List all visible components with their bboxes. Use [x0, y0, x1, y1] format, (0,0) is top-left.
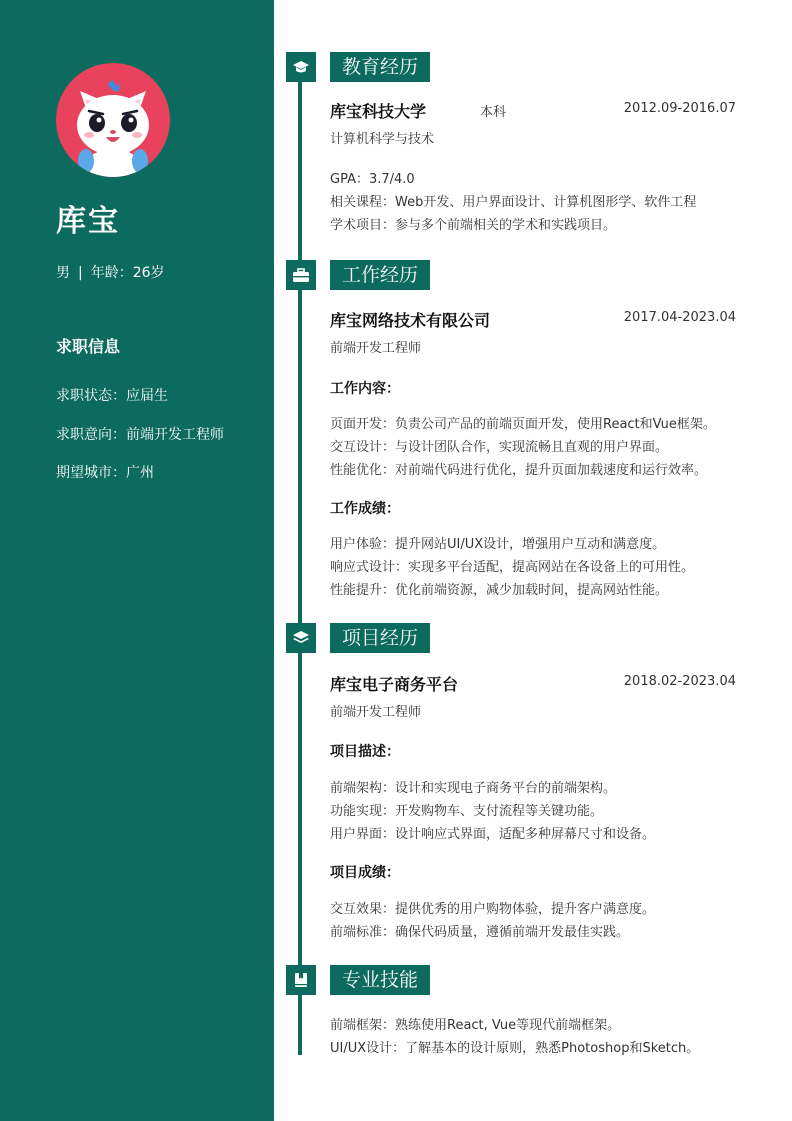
- work-section-title: 工作经历: [330, 260, 430, 290]
- work-content-title: 工作内容：: [330, 381, 400, 397]
- courses: 相关课程：Web开发、用户界面设计、计算机图形学、软件工程: [330, 195, 697, 210]
- project-role: 前端开发工程师: [330, 705, 422, 720]
- list-item: 用户界面：设计响应式界面，适配多种屏幕尺寸和设备。: [330, 827, 656, 842]
- job-intent: 求职意向：前端开发工程师: [56, 427, 224, 443]
- cat-mascot-icon: [56, 63, 170, 177]
- age: 年龄：26岁: [90, 265, 165, 281]
- list-item: 性能优化：对前端代码进行优化，提升页面加载速度和运行效率。: [330, 463, 708, 478]
- project-name: 库宝电子商务平台: [330, 675, 459, 694]
- job-info-title: 求职信息: [56, 337, 121, 356]
- basic-info: [56, 262, 165, 282]
- project-desc-title: 项目描述：: [330, 744, 400, 760]
- work-results-title: 工作成绩：: [330, 501, 400, 517]
- gpa: GPA：3.7/4.0: [330, 172, 415, 187]
- list-item: 性能提升：优化前端资源，减少加载时间，提高网站性能。: [330, 583, 669, 598]
- list-item: 前端标准：确保代码质量，遵循前端开发最佳实践。: [330, 925, 630, 940]
- work-role: 前端开发工程师: [330, 341, 422, 356]
- list-item: 用户体验：提升网站UI/UX设计，增强用户互动和满意度。: [330, 537, 666, 552]
- list-item: UI/UX设计：了解基本的设计原则，熟悉Photoshop和Sketch。: [330, 1041, 700, 1056]
- gender: 男: [56, 265, 70, 281]
- work-date: 2017.04-2023.04: [623, 310, 736, 325]
- separator: |: [78, 265, 83, 281]
- list-item: 响应式设计：实现多平台适配，提高网站在各设备上的可用性。: [330, 560, 695, 575]
- degree: 本科: [480, 105, 507, 120]
- academic-projects: 学术项目：参与多个前端相关的学术和实践项目。: [330, 218, 617, 233]
- briefcase-icon: [286, 260, 316, 290]
- list-item: 交互效果：提供优秀的用户购物体验，提升客户满意度。: [330, 902, 656, 917]
- project-results-title: 项目成绩：: [330, 865, 400, 881]
- list-item: 功能实现：开发购物车、支付流程等关键功能。: [330, 804, 604, 819]
- list-item: 页面开发：负责公司产品的前端页面开发，使用React和Vue框架。: [330, 417, 716, 432]
- timeline-line: [298, 70, 302, 1055]
- list-item: 前端架构：设计和实现电子商务平台的前端架构。: [330, 781, 617, 796]
- graduation-cap-icon: [286, 52, 316, 82]
- book-icon: [286, 965, 316, 995]
- sidebar: [0, 0, 274, 1121]
- company-name: 库宝网络技术有限公司: [330, 311, 491, 330]
- job-status: 求职状态：应届生: [56, 388, 168, 404]
- layers-icon: [286, 623, 316, 653]
- list-item: 交互设计：与设计团队合作，实现流畅且直观的用户界面。: [330, 440, 669, 455]
- candidate-name: 库宝: [56, 204, 120, 239]
- project-section-title: 项目经历: [330, 623, 430, 653]
- education-date: 2012.09-2016.07: [623, 101, 736, 116]
- avatar: [56, 63, 170, 177]
- major: 计算机科学与技术: [330, 132, 435, 147]
- expected-city: 期望城市：广州: [56, 465, 154, 481]
- list-item: 前端框架：熟练使用React, Vue等现代前端框架。: [330, 1018, 621, 1033]
- skills-section-title: 专业技能: [330, 965, 430, 995]
- school-name: 库宝科技大学: [330, 102, 427, 121]
- education-section-title: 教育经历: [330, 52, 430, 82]
- project-date: 2018.02-2023.04: [623, 674, 736, 689]
